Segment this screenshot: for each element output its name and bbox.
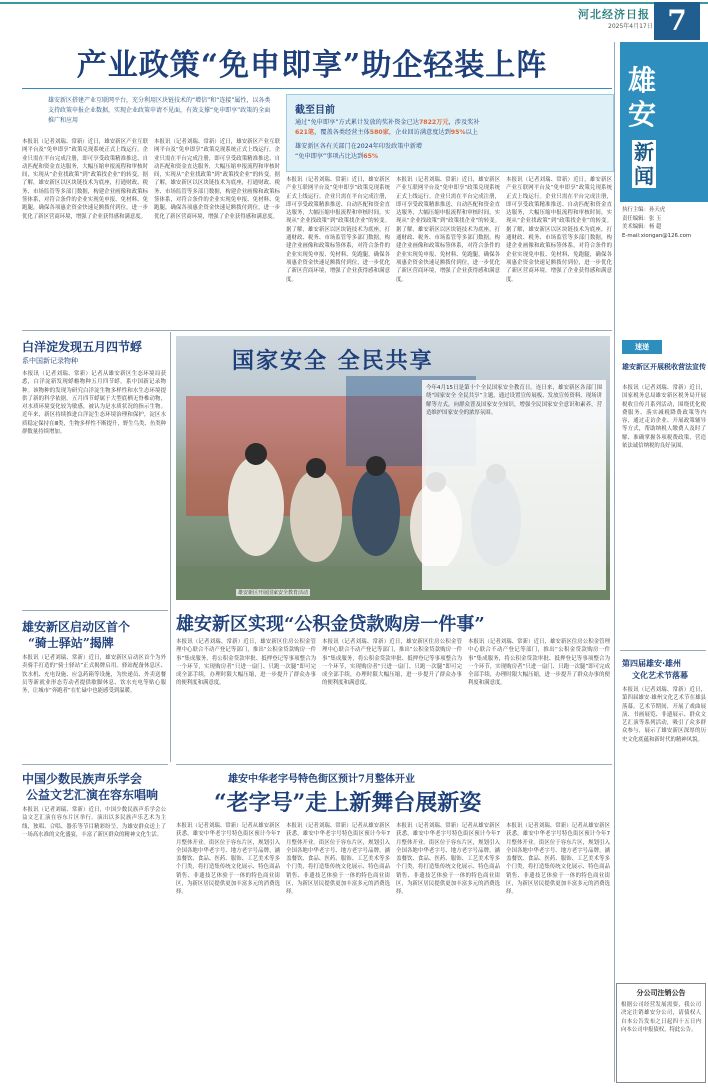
lead-body-col4: 本报讯（记者刘瑞、常新）近日，雄安新区产业互联网平台及“免申即享”政策兑现系统正式上线运行。企业只需在平台完成注册，即可享受政策精准推送、自动匹配和资金直达服务，大幅压缩申报流程和审核时间，实现从“企业找政策”到“政策找企业”的转变。据了解，雄安新区以区块链技术为底座，打通财政、税务、市场监管等多部门数据，构建企业画像和政策标签体系，对符合条件的企业实现免申报、免材料、免跑腿，确保各项惠企资金快速足额拨付到位，进一步优化了新区营商环境，增强了企业获得感和满意度。 (396, 177, 500, 283)
lead-body-col5: 本报讯（记者刘瑞、常新）近日，雄安新区产业互联网平台及“免申即享”政策兑现系统正式上线运行。企业只需在平台完成注册，即可享受政策精准推送、自动匹配和资金直达服务，大幅压缩申报流程和审核时间，实现从“企业找政策”到“政策找企业”的转变。据了解，雄安新区以区块链技术为底座，打通财政、税务、市场监管等多部门数据，构建企业画像和政策标签体系，对符合条件的企业实现免申报、免材料、免跑腿，确保各项惠企资金快速足额拨付到位，进一步优化了新区营商环境，增强了企业获得感和满意度。 (506, 177, 612, 283)
paper-date: 2025年4月17日 (608, 23, 653, 30)
notice-body: 根据公司经营发展需要，我公司决定注销雄安分公司，请债权人自本公告发布之日起四十五日内向本公司申报债权。特此公告。 (621, 1002, 701, 1033)
facts-line (287, 142, 613, 152)
facts-text: ，企业回访满意度达到 (388, 129, 451, 136)
facts-value: 65% (363, 153, 379, 160)
divider (170, 332, 171, 762)
article-subtitle: 公益文艺汇演在容东唱响 (26, 788, 159, 802)
facts-text: 雄安新区各有关部门在2024年印发政策中新增 (295, 143, 423, 150)
facts-text: 通过“免申即享”方式累计发放的奖补资金已达 (295, 119, 419, 126)
lead-body-col1: 本报讯（记者刘瑞、常新）近日，雄安新区产业互联网平台及“免申即享”政策兑现系统正式上线运行。企业只需在平台完成注册，即可享受政策精准推送、自动匹配和资金直达服务，大幅压缩申报流程和审核时间，实现从“企业找政策”到“政策找企业”的转变。据了解，雄安新区以区块链技术为底座，打通财政、税务、市场监管等多部门数据，构建企业画像和政策标签体系，对符合条件的企业实现免申报、免材料、免跑腿，确保各项惠企资金快速足额拨付到位，进一步优化了新区营商环境，增强了企业获得感和满意度。 (22, 139, 148, 220)
photo-national-security (176, 336, 610, 600)
divider (22, 764, 168, 765)
lead-headline: 产业政策“免申即享”助企轻装上阵 (76, 48, 548, 83)
photo-banner: 国家安全 全民共享 (232, 348, 434, 374)
article-title: 第四届雄安·雄州 (622, 659, 682, 668)
headline-rule (22, 88, 612, 89)
article-body: 本报讯（记者刘瑞、常新）记者从雄安新区生态环境局获悉，白洋淀新发现蜉蝣物种五月四节蜉，系中国新记录物种。该物种的发现为研究白洋淀生物多样性和水生态环境提供了新的科学依据。五月四节蜉属于大型底栖无脊椎动物，对水质环境变化较为敏感，被认为是水质状况的指示生物。近年来，新区持续推进白洋淀生态环境治理和保护，淀区水质稳定保持在Ⅲ类，生物多样性不断提升，野生鸟类、鱼类种群数量持续增加。 (22, 371, 166, 436)
facts-text: 以上 (465, 129, 478, 136)
notice-title: 分公司注销公告 (636, 989, 686, 997)
lead-body-col3: 本报讯（记者刘瑞、常新）近日，雄安新区产业互联网平台及“免申即享”政策兑现系统正式上线运行。企业只需在平台完成注册，即可享受政策精准推送、自动匹配和资金直达服务，大幅压缩申报流程和审核时间，实现从“企业找政策”到“政策找企业”的转变。据了解，雄安新区以区块链技术为底座，打通财政、税务、市场监管等多部门数据，构建企业画像和政策标签体系，对符合条件的企业实现免申报、免材料、免跑腿，确保各项惠企资金快速足额拨付到位，进一步优化了新区营商环境，增强了企业获得感和满意度。 (286, 177, 390, 283)
article-subtitle: 文化艺术节落幕 (632, 671, 688, 680)
section-title-news: 新闻 (634, 140, 654, 188)
article-body: 本报讯（记者刘瑞、常新）近日，雄安新区住房公积金管理中心联合不动产登记等部门，推出“公积金贷款购房一件事”集成服务，将公积金贷款审批、抵押登记等事项整合为一个环节，实现购房者“只进一扇门、只跑一次腿”即可完成全部手续，办理时限大幅压缩，进一步提升了群众办事的便利度和满意度。 (468, 639, 610, 687)
facts-value: 621笔 (295, 129, 315, 136)
divider (620, 650, 706, 651)
article-body: 本报讯（记者刘瑞、常新）近日，雄安新区启动区首个为外卖骑手打造的“骑士驿站”正式揭牌启用。驿站配备休息区、饮水机、充电设施、应急药箱等设施，为快递员、外卖送餐员等新就业形态劳动者提供歇脚休息、饮水充电等贴心服务，让城市“奔跑者”在忙碌中也能感受到温暖。 (22, 655, 166, 695)
article-body: 本报讯（记者刘瑞、常新）记者从雄安新区获悉，雄安中华老字号特色街区预计今年7月整体开业。街区位于容东片区，规划引入全国各地中华老字号、地方老字号品牌，涵盖餐饮、食品、医药、服饰、工艺美术等多个门类，将打造集传统文化展示、特色商品销售、非遗技艺体验于一体的特色商业街区，为新区居民提供更加丰富多元的消费选择。 (506, 823, 610, 896)
page-number: 7 (654, 2, 700, 40)
photo-caption: 雄安新区开展国家安全教育活动 (238, 590, 309, 596)
article-body: 本报讯（记者刘瑞、常新）近日，雄安新区住房公积金管理中心联合不动产登记等部门，推出“公积金贷款购房一件事”集成服务，将公积金贷款审批、抵押登记等事项整合为一个环节，实现购房者“只进一扇门、只跑一次腿”即可完成全部手续，办理时限大幅压缩，进一步提升了群众办事的便利度和满意度。 (322, 639, 462, 687)
article-title: 白洋淀发现五月四节蜉 (22, 340, 143, 354)
housing-headline: 雄安新区实现“公积金贷款购房一件事” (176, 614, 485, 635)
divider (176, 764, 612, 765)
facts-line (287, 118, 613, 128)
photo-side-text: 今年4月15日是第十个全民国家安全教育日。连日来，雄安新区各部门围绕“国家安全 全民共享”主题，通过设置宣传展板、发放宣传资料、现场讲解等方式，向群众普及国家安全知识，增强全民国家安全意识和素养，营造维护国家安全的浓厚氛围。 (422, 380, 606, 590)
article-body: 本报讯（记者刘瑞、常新）记者从雄安新区获悉，雄安中华老字号特色街区预计今年7月整体开业。街区位于容东片区，规划引入全国各地中华老字号、地方老字号品牌，涵盖餐饮、食品、医药、服饰、工艺美术等多个门类，将打造集传统文化展示、特色商品销售、非遗技艺体验于一体的特色商业街区，为新区居民提供更加丰富多元的消费选择。 (286, 823, 390, 896)
divider (22, 610, 168, 611)
facts-text: “免申即享”事项占比达到 (295, 153, 364, 160)
facts-box (286, 94, 614, 172)
article-subtitle: 系中国新记录物种 (22, 357, 78, 365)
facts-value: 7822万元 (418, 119, 449, 126)
divider (614, 42, 615, 1082)
news-brief-tag: 速递 (622, 340, 662, 354)
article-subtitle: “骑士驿站”揭牌 (28, 636, 114, 650)
facts-text: ，覆盖各类经营主体 (314, 129, 370, 136)
lead-deck: 雄安新区搭建产业互联网平台，充分利用区块链技术的“增信”和“连接”属性，以各类支持政策申报企业数据，实现企业政策申请不见面，有效支撑“免申即享”政策的全面推广和应用 (48, 97, 271, 124)
editor-credit: 责任编辑：张 玉 (622, 215, 662, 222)
notice-box (616, 983, 706, 1083)
brands-headline: “老字号”走上新舞台展新姿 (214, 790, 482, 816)
article-body: 本报讯（记者刘瑞、常新）记者从雄安新区获悉，雄安中华老字号特色街区预计今年7月整体开业。街区位于容东片区，规划引入全国各地中华老字号、地方老字号品牌，涵盖餐饮、食品、医药、服饰、工艺美术等多个门类，将打造集传统文化展示、特色商品销售、非遗技艺体验于一体的特色商业街区，为新区居民提供更加丰富多元的消费选择。 (396, 823, 500, 896)
editor-credit: 美术编辑：杨 超 (622, 224, 662, 230)
lead-body-col2: 本报讯（记者刘瑞、常新）近日，雄安新区产业互联网平台及“免申即享”政策兑现系统正式上线运行。企业只需在平台完成注册，即可享受政策精准推送、自动匹配和资金直达服务，大幅压缩申报流程和审核时间，实现从“企业找政策”到“政策找企业”的转变。据了解，雄安新区以区块链技术为底座，打通财政、税务、市场监管等多部门数据，构建企业画像和政策标签体系，对符合条件的企业实现免申报、免材料、免跑腿，确保各项惠企资金快速足额拨付到位，进一步优化了新区营商环境，增强了企业获得感和满意度。 (154, 139, 280, 220)
facts-line (287, 152, 613, 162)
divider (22, 330, 612, 331)
section-title-xiongan: 雄安 (628, 64, 657, 131)
article-body: 本报讯（记者刘瑞、常新）近日，国家税务总局雄安新区税务局开展税收宣传月系列活动，围绕优化税费服务、落实减税降费政策等内容，通过走访企业、开展政策辅导等方式，帮助纳税人缴费人及时了解、准确掌握各项税费政策，营造依法诚信纳税的良好氛围。 (622, 385, 706, 450)
article-body: 本报讯（记者刘瑞、常新）记者从雄安新区获悉，雄安中华老字号特色街区预计今年7月整体开业。街区位于容东片区，规划引入全国各地中华老字号、地方老字号品牌，涵盖餐饮、食品、医药、服饰、工艺美术等多个门类，将打造集传统文化展示、特色商品销售、非遗技艺体验于一体的特色商业街区，为新区居民提供更加丰富多元的消费选择。 (176, 823, 280, 896)
editor-credit: E-mail:xiongan@126.com (622, 232, 692, 239)
editor-credit: 执行主编：孙天虎 (622, 207, 666, 213)
facts-line (287, 128, 613, 138)
facts-value: 95% (450, 129, 466, 136)
facts-text: ，涉及奖补 (448, 119, 480, 126)
article-body: 本报讯（记者刘瑞、常新）近日，第四届雄安·雄州文化艺术节在雄县落幕。艺术节期间，开展了戏曲展演、书画展览、非遗展示、群众文艺汇演等系列活动，吸引了众多群众参与，展示了雄安新区深厚的历史文化底蕴和新时代的精神风貌。 (622, 687, 706, 743)
facts-title: 截至目前 (295, 105, 335, 116)
article-body: 本报讯（记者刘瑞、常新）近日，雄安新区住房公积金管理中心联合不动产登记等部门，推出“公积金贷款购房一件事”集成服务，将公积金贷款审批、抵押登记等事项整合为一个环节，实现购房者“只进一扇门、只跑一次腿”即可完成全部手续，办理时限大幅压缩，进一步提升了群众办事的便利度和满意度。 (176, 639, 316, 687)
header-rule (0, 2, 708, 4)
article-body: 本报讯（记者刘瑞、常新）近日，中国少数民族声乐学会公益文艺汇演在容东片区举行。演出以多民族声乐艺术为主线，独唱、合唱、器乐等节目精彩纷呈，为雄安群众送上了一场高水准的文化盛宴，丰富了新区群众的精神文化生活。 (22, 807, 166, 838)
article-title: 雄安新区启动区首个 (22, 620, 131, 634)
article-title: 雄安新区开展税收营法宣传 (622, 363, 706, 371)
article-title: 中国少数民族声乐学会 (22, 772, 143, 786)
facts-value: 580家 (369, 129, 389, 136)
paper-name: 河北经济日报 (578, 8, 650, 21)
brands-kicker: 雄安中华老字号特色街区预计7月整体开业 (228, 774, 415, 785)
editor-credits (622, 206, 706, 240)
